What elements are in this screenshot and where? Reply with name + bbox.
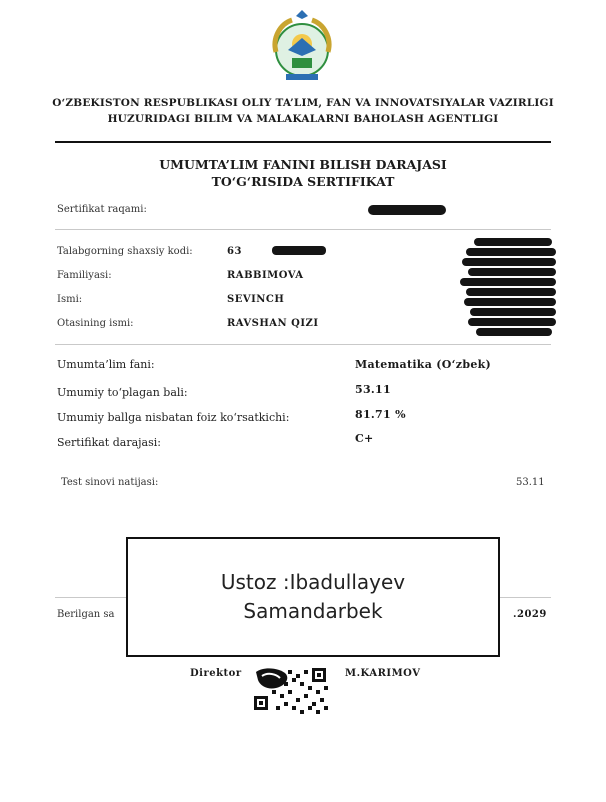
director-label: Direktor [190,668,242,679]
certificate-divider [55,229,551,230]
certificate-level-label: Sertifikat darajasi: [57,436,161,449]
teacher-caption-box [126,537,500,657]
surname-value: RABBIMOVA [227,270,304,281]
name-label: Ismi: [57,294,83,305]
agency-name: HUZURIDAGI BILIM VA MALAKALARNI BAHOLASH AGENTLIGI [107,113,499,125]
surname-label: Familiyasi: [57,270,112,281]
percent-value: 81.71 % [355,408,406,421]
issued-date-label: Berilgan sa [57,609,115,620]
redacted-certificate-number [366,203,448,217]
person-divider [55,344,551,345]
total-score-label: Umumiy to‘plagan bali: [57,386,188,399]
personal-code-label: Talabgorning shaxsiy kodi: [57,246,193,257]
teacher-caption: Ustoz :Ibadullayev Samandarbek [220,570,406,623]
test-result-label: Test sinovi natijasi: [61,477,159,488]
total-score-value: 53.11 [355,383,391,396]
ministry-name: O‘ZBEKISTON RESPUBLIKASI OLIY TA’LIM, FAN VA INNOVATSIYALAR VAZIRLIGI [52,97,554,109]
redacted-photo [456,232,560,342]
patronymic-label: Otasining ismi: [57,318,134,329]
test-result-value: 53.11 [516,477,545,488]
personal-code-value: 63 [227,246,242,257]
state-emblem-icon [262,8,342,88]
subject-value: Matematika (O‘zbek) [355,358,492,371]
subject-label: Umumta’lim fani: [57,358,155,371]
expiry-date-fragment: .2029 [513,609,547,620]
qr-code-icon [254,666,330,714]
certificate-number-label: Sertifikat raqami: [57,204,147,215]
name-value: SEVINCH [227,294,285,305]
percent-label: Umumiy ballga nisbatan foiz ko‘rsatkichi: [57,411,290,424]
redacted-personal-code [272,243,328,257]
director-name: M.KARIMOV [345,668,421,679]
certificate-level-value: C+ [355,432,374,445]
header-divider [55,141,551,143]
document-title-line1: UMUMTA’LIM FANINI BILISH DARAJASI [159,157,447,172]
document-title-line2: TO‘G‘RISIDA SERTIFIKAT [211,174,395,189]
patronymic-value: RAVSHAN QIZI [227,318,319,329]
